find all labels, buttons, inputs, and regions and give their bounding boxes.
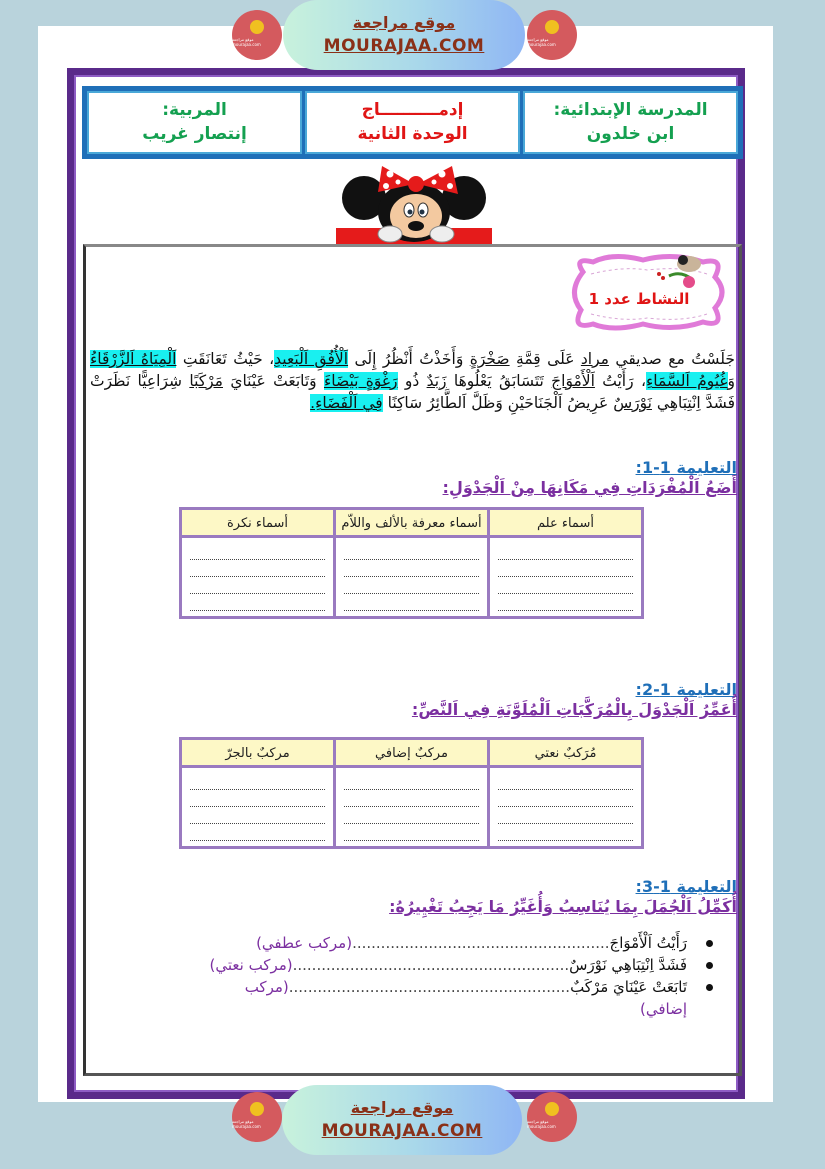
underlined-word: مراد: [580, 350, 609, 368]
site-logo-left-top[interactable]: [232, 10, 282, 60]
highlighted-compound: فِي اَلْفَضَاءِ.: [310, 394, 383, 412]
site-name-latin: MOURAJAA.COM: [323, 36, 485, 56]
underlined-word: زَبَدٌ: [426, 372, 447, 390]
highlighted-compound: اَلْأُفُقِ اَلْبَعِيدِ: [274, 350, 349, 368]
instruction-2: [412, 680, 737, 720]
logo-caption: موقع مراجعة mourajaa.com: [232, 36, 261, 47]
table-1-header-indefinite-nouns: أسماء نكرة: [181, 509, 335, 537]
answer-blank[interactable]: ..........................................................: [292, 956, 570, 974]
passage-text: تَتَسَابَقُ يَعْلُوهَا: [446, 372, 552, 390]
school-label: المدرسة الإبتدائية:: [553, 99, 708, 120]
instruction-3-text: أُكَمِّلُ اَلْجُمَلَ بِمَا يُنَاسِبُ وَأُغَيِّرُ مَا يَجِبُ تَغْيِيرُهُ:: [389, 897, 737, 916]
underlined-word: صَخْرَةٍ: [469, 350, 510, 368]
table-2-header-genitive: مركبٌ إضافي: [335, 739, 489, 767]
passage-text: جَلَسْتُ مع صديقي: [608, 350, 735, 368]
noun-classification-table: [179, 507, 644, 619]
subject-cell: [305, 91, 520, 154]
teacher-label: المربية:: [162, 99, 227, 120]
passage-text: شِرَاعِيًّا نَظَرَتْ فَشَدَّ اِنْتِبَاهِي: [90, 372, 735, 412]
underlined-word: مَرْكَبًا: [189, 372, 223, 390]
bullet-icon: [706, 940, 713, 947]
site-banner-top[interactable]: [283, 0, 525, 70]
unit-label: الوحدة الثانية: [357, 123, 468, 144]
passage-text: عَلَى قِمَّةِ: [509, 350, 581, 368]
sentence-start: رَأَيْتُ اَلْأَمْوَاجَ: [609, 934, 687, 952]
passage-text: ذُو: [397, 372, 427, 390]
worksheet-header-table: [82, 86, 743, 159]
site-logo-right-bottom[interactable]: [527, 1092, 577, 1142]
instruction-3: [389, 877, 737, 917]
site-name-arabic: موقع مراجعة: [352, 13, 456, 32]
underlined-word: اَلْأَمْوَاجَ: [551, 372, 595, 390]
subject-label: إدمــــــــــاج: [361, 99, 464, 120]
compound-classification-table: [179, 737, 644, 849]
teacher-cell: [87, 91, 302, 154]
instruction-2-text: أُعَمِّرُ اَلْجَدْوَلَ بِالْمُرَكَّبَاتِ اَلْمُلَوَّنَةِ فِي اَلنَّصِّ:: [411, 700, 737, 719]
logo-caption: موقع مراجعة mourajaa.com: [527, 1118, 556, 1129]
table-2-header-adjectival: مُرَكبٌ نعتي: [489, 739, 643, 767]
instruction-1-title: التعليمة 1-1:: [635, 458, 737, 477]
logo-caption: موقع مراجعة mourajaa.com: [232, 1118, 261, 1129]
bullet-icon: [706, 962, 713, 969]
passage-text: ، رَأَيْتُ: [594, 372, 646, 390]
completion-item: [193, 954, 713, 976]
book-icon: [545, 1102, 559, 1116]
highlighted-compound: غُيُومُ اَلسَّمَاءِ: [645, 372, 728, 390]
sentence-start: فَشَدَّ اِنْتِبَاهِي نَوْرَسٌ: [569, 956, 687, 974]
table-2-answer-cell[interactable]: [335, 767, 489, 848]
bullet-icon: [706, 984, 713, 991]
underlined-word: نَوْرَسٌ: [613, 394, 652, 412]
instruction-3-title: التعليمة 1-3:: [635, 877, 737, 896]
reading-passage: [90, 348, 735, 414]
school-cell: [523, 91, 738, 154]
answer-blank[interactable]: ......................................................: [352, 934, 610, 952]
compound-type-hint: (مركب نعتي): [209, 956, 293, 974]
site-logo-left-bottom[interactable]: [232, 1092, 282, 1142]
book-icon: [250, 20, 264, 34]
site-name-arabic: موقع مراجعة: [350, 1098, 454, 1117]
logo-caption: موقع مراجعة mourajaa.com: [527, 36, 556, 47]
compound-type-hint: (مركب عطفي): [256, 934, 353, 952]
passage-text: عَرِيضُ اَلْجَنَاحَيْنِ وَظَلَّ اَلطَّائِرُ سَاكِنًا: [382, 394, 614, 412]
book-icon: [545, 20, 559, 34]
instruction-1: [443, 458, 737, 498]
table-1-header-proper-nouns: أسماء علم: [489, 509, 643, 537]
site-name-latin: MOURAJAA.COM: [321, 1121, 483, 1141]
table-2-answer-cell[interactable]: [489, 767, 643, 848]
highlighted-compound: رَغْوَةٍ بَيْضَاءَ: [324, 372, 398, 390]
table-2-answer-cell[interactable]: [181, 767, 335, 848]
table-1-answer-cell[interactable]: [489, 537, 643, 618]
completion-item: [193, 976, 713, 1020]
instruction-2-title: التعليمة 1-2:: [635, 680, 737, 699]
teacher-name: إنتصار غريب: [142, 123, 247, 144]
table-1-answer-cell[interactable]: [335, 537, 489, 618]
site-banner-bottom[interactable]: [282, 1085, 522, 1155]
book-icon: [250, 1102, 264, 1116]
instruction-1-text: أَضَعُ اَلْمُفْرَدَاتِ فِي مَكَانِهَا مِنْ اَلْجَدْوَلِ:: [442, 478, 737, 497]
activity-number-label: النشاط عدد 1: [588, 290, 690, 308]
table-1-answer-cell[interactable]: [181, 537, 335, 618]
site-logo-right-top[interactable]: [527, 10, 577, 60]
passage-text: وَأَخَذْتُ أَنْظُرُ إِلَى: [348, 350, 470, 368]
table-2-header-prepositional: مركبٌ بالجرّ: [181, 739, 335, 767]
table-1-header-definite-nouns: أسماء معرفة بالألف واللاّم: [335, 509, 489, 537]
answer-blank[interactable]: ...........................................................: [288, 978, 571, 996]
passage-text: وَ: [727, 372, 736, 390]
highlighted-compound: اَلْمِيَاهُ اَلزَّرْقَاءُ: [90, 350, 177, 368]
sentence-start: تَابَعَتْ عَيْنَايَ مَرْكَبٌ: [570, 978, 687, 996]
compound-type-hint: (مركب إضافي): [244, 978, 687, 1018]
mouse-mascot-image: [334, 162, 494, 244]
school-name: ابن خلدون: [586, 123, 675, 144]
passage-text: وَتَابَعَتْ عَيْنَايَ: [222, 372, 324, 390]
sentence-completion-list: [193, 932, 713, 1020]
passage-text: ، حَيْثُ تَعَانَقَتِ: [176, 350, 275, 368]
completion-item: [193, 932, 713, 954]
